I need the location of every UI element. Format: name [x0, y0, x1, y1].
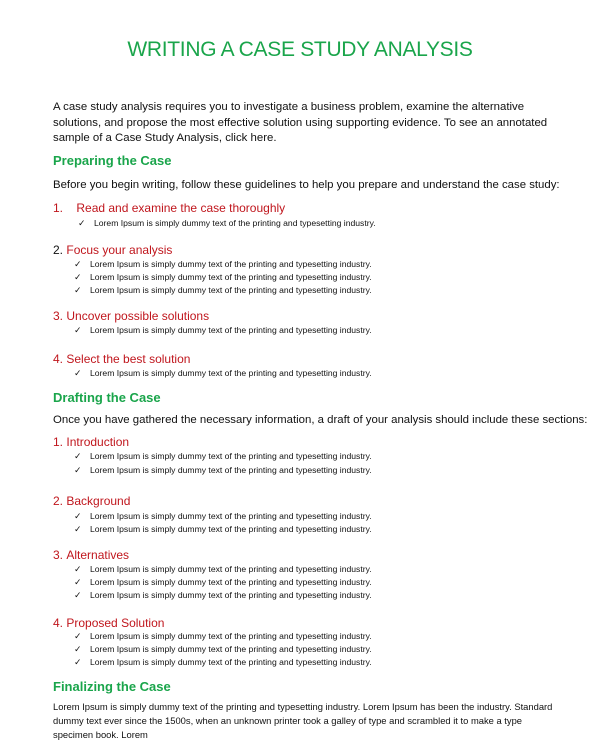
check-icon: ✓: [74, 631, 82, 641]
finalizing-paragraph: Lorem Ipsum is simply dummy text of the printing and typesetting industry. Lorem Ipsum has been the industry. Standard dummy text ever since the 1500s, when an unknown printer took a galley of type and scrambled it to make a type specimen book. Lorem: [53, 701, 553, 740]
list-item: ✓ Lorem Ipsum is simply dummy text of the printing and typesetting industry.: [74, 272, 372, 282]
list-item: ✓ Lorem Ipsum is simply dummy text of the printing and typesetting industry.: [74, 657, 372, 667]
finalizing-heading: Finalizing the Case: [53, 679, 171, 694]
intro-paragraph: A case study analysis requires you to investigate a business problem, examine the alternative solutions, and propose the most effective solution using supporting evidence. To see an annotated sample of a Case Study Analysis, click here.: [53, 101, 548, 144]
drafting-lead: Once you have gathered the necessary information, a draft of your analysis should include these sections:: [53, 414, 588, 426]
preparing-heading: Preparing the Case: [53, 153, 172, 168]
check-icon: ✓: [74, 590, 82, 600]
list-item: ✓ Lorem Ipsum is simply dummy text of the printing and typesetting industry.: [74, 564, 372, 574]
check-icon: ✓: [74, 511, 82, 521]
list-item: ✓ Lorem Ipsum is simply dummy text of the printing and typesetting industry.: [78, 218, 376, 228]
list-item: ✓ Lorem Ipsum is simply dummy text of the printing and typesetting industry.: [74, 590, 372, 600]
check-icon: ✓: [74, 564, 82, 574]
check-icon: ✓: [74, 451, 82, 461]
check-icon: ✓: [74, 259, 82, 269]
page-title: WRITING A CASE STUDY ANALYSIS: [127, 38, 473, 61]
list-item: ✓ Lorem Ipsum is simply dummy text of the printing and typesetting industry.: [74, 285, 372, 295]
check-icon: ✓: [74, 644, 82, 654]
draft-section-3: 3. Alternatives: [53, 548, 130, 562]
list-item: ✓ Lorem Ipsum is simply dummy text of the printing and typesetting industry.: [74, 465, 372, 475]
check-icon: ✓: [74, 657, 82, 667]
draft-section-1: 1. Introduction: [53, 435, 130, 449]
prep-step-3: 3. Uncover possible solutions: [53, 309, 210, 323]
prep-step-2: 2. Focus your analysis: [53, 243, 173, 257]
check-icon: ✓: [74, 325, 82, 335]
check-icon: ✓: [74, 272, 82, 282]
list-item: ✓ Lorem Ipsum is simply dummy text of the printing and typesetting industry.: [74, 368, 372, 378]
list-item: ✓ Lorem Ipsum is simply dummy text of the printing and typesetting industry.: [74, 325, 372, 335]
prep-step-1: 1. Read and examine the case thoroughly: [53, 201, 286, 215]
check-icon: ✓: [74, 368, 82, 378]
list-item: ✓ Lorem Ipsum is simply dummy text of the printing and typesetting industry.: [74, 524, 372, 534]
draft-section-4: 4. Proposed Solution: [53, 616, 165, 630]
list-item: ✓ Lorem Ipsum is simply dummy text of the printing and typesetting industry.: [74, 631, 372, 641]
list-item: ✓ Lorem Ipsum is simply dummy text of the printing and typesetting industry.: [74, 577, 372, 587]
preparing-lead: Before you begin writing, follow these guidelines to help you prepare and understand the case study:: [53, 179, 560, 191]
list-item: ✓ Lorem Ipsum is simply dummy text of the printing and typesetting industry.: [74, 259, 372, 269]
list-item: ✓ Lorem Ipsum is simply dummy text of the printing and typesetting industry.: [74, 644, 372, 654]
list-item: ✓ Lorem Ipsum is simply dummy text of the printing and typesetting industry.: [74, 511, 372, 521]
list-item: ✓ Lorem Ipsum is simply dummy text of the printing and typesetting industry.: [74, 451, 372, 461]
draft-section-2: 2. Background: [53, 494, 131, 508]
check-icon: ✓: [74, 524, 82, 534]
check-icon: ✓: [74, 465, 82, 475]
check-icon: ✓: [74, 577, 82, 587]
check-icon: ✓: [74, 285, 82, 295]
check-icon: ✓: [78, 218, 86, 228]
drafting-heading: Drafting the Case: [53, 390, 161, 405]
prep-step-4: 4. Select the best solution: [53, 352, 191, 366]
